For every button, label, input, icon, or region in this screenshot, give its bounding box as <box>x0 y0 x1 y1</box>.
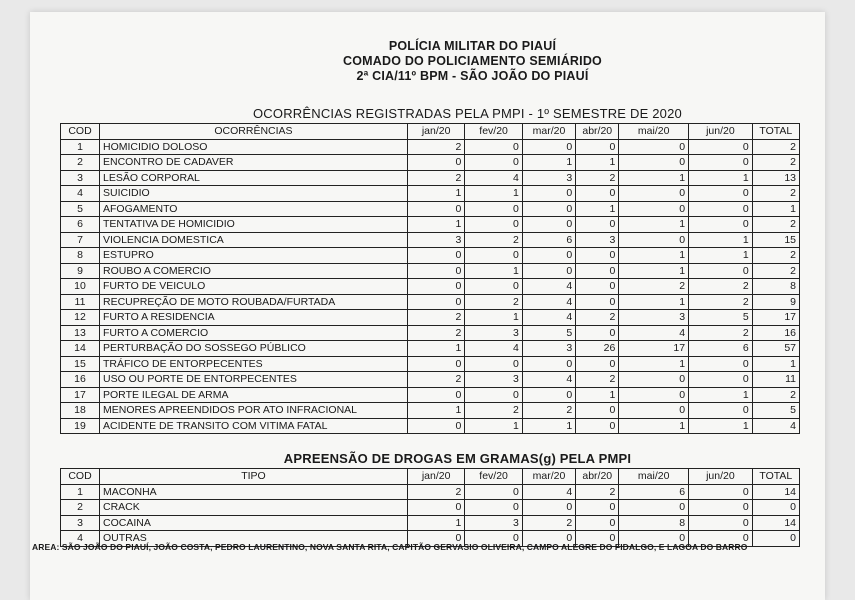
row-label: USO OU PORTE DE ENTORPECENTES <box>100 372 408 388</box>
month-value: 1 <box>465 310 522 326</box>
month-value: 4 <box>465 341 522 357</box>
month-value: 1 <box>619 418 689 434</box>
table-row <box>61 217 800 233</box>
month-value: 0 <box>407 248 464 264</box>
document-header <box>30 39 825 84</box>
month-value: 2 <box>407 484 464 500</box>
month-value: 0 <box>522 248 575 264</box>
month-value: 17 <box>619 341 689 357</box>
table-row <box>61 201 800 217</box>
row-label: ROUBO A COMERCIO <box>100 263 408 279</box>
month-value: 0 <box>522 217 575 233</box>
month-value: 3 <box>407 232 464 248</box>
row-label: FURTO DE VEICULO <box>100 279 408 295</box>
month-value: 0 <box>522 500 575 516</box>
row-code: 7 <box>61 232 100 248</box>
row-label: TENTATIVA DE HOMICIDIO <box>100 217 408 233</box>
table-row <box>61 232 800 248</box>
column-header: COD <box>61 124 100 140</box>
row-label: MENORES APREENDIDOS POR ATO INFRACIONAL <box>100 403 408 419</box>
month-value: 0 <box>689 372 753 388</box>
month-value: 3 <box>576 232 619 248</box>
row-total: 1 <box>752 201 799 217</box>
row-code: 13 <box>61 325 100 341</box>
month-value: 2 <box>576 372 619 388</box>
table-row <box>61 515 800 531</box>
row-total: 17 <box>752 310 799 326</box>
row-code: 2 <box>61 500 100 516</box>
column-header: TOTAL <box>752 469 799 485</box>
month-value: 0 <box>576 217 619 233</box>
row-total: 2 <box>752 139 799 155</box>
row-total: 14 <box>752 484 799 500</box>
month-value: 2 <box>407 170 464 186</box>
month-value: 0 <box>407 531 464 547</box>
row-total: 57 <box>752 341 799 357</box>
month-value: 0 <box>407 201 464 217</box>
month-value: 0 <box>465 387 522 403</box>
month-value: 0 <box>576 139 619 155</box>
column-header: TOTAL <box>752 124 799 140</box>
month-value: 0 <box>576 186 619 202</box>
row-label: SUICIDIO <box>100 186 408 202</box>
row-code: 16 <box>61 372 100 388</box>
month-value: 1 <box>619 217 689 233</box>
row-code: 9 <box>61 263 100 279</box>
month-value: 0 <box>689 139 753 155</box>
drugs-table <box>60 468 800 547</box>
table-row <box>61 325 800 341</box>
row-label: TRÁFICO DE ENTORPECENTES <box>100 356 408 372</box>
month-value: 2 <box>465 232 522 248</box>
month-value: 0 <box>619 531 689 547</box>
table-row <box>61 279 800 295</box>
row-code: 1 <box>61 139 100 155</box>
month-value: 0 <box>576 325 619 341</box>
month-value: 3 <box>522 170 575 186</box>
row-label: LESÃO CORPORAL <box>100 170 408 186</box>
month-value: 1 <box>689 232 753 248</box>
month-value: 4 <box>522 310 575 326</box>
month-value: 0 <box>465 356 522 372</box>
month-value: 0 <box>619 139 689 155</box>
row-code: 1 <box>61 484 100 500</box>
month-value: 2 <box>522 403 575 419</box>
month-value: 2 <box>689 279 753 295</box>
row-total: 5 <box>752 403 799 419</box>
month-value: 4 <box>522 484 575 500</box>
month-value: 5 <box>689 310 753 326</box>
header-line-1: POLÍCIA MILITAR DO PIAUÍ <box>388 39 557 53</box>
month-value: 0 <box>619 155 689 171</box>
month-value: 0 <box>522 356 575 372</box>
month-value: 0 <box>689 515 753 531</box>
month-value: 26 <box>576 341 619 357</box>
month-value: 2 <box>619 279 689 295</box>
column-header: jan/20 <box>407 469 464 485</box>
month-value: 0 <box>407 279 464 295</box>
month-value: 1 <box>465 418 522 434</box>
occurrences-table-header <box>61 124 800 140</box>
column-header: fev/20 <box>465 469 522 485</box>
month-value: 6 <box>619 484 689 500</box>
month-value: 4 <box>619 325 689 341</box>
month-value: 0 <box>407 294 464 310</box>
month-value: 0 <box>465 155 522 171</box>
column-header: mar/20 <box>522 469 575 485</box>
column-header: jun/20 <box>689 124 753 140</box>
row-total: 2 <box>752 155 799 171</box>
month-value: 3 <box>465 372 522 388</box>
month-value: 1 <box>619 294 689 310</box>
month-value: 3 <box>522 341 575 357</box>
row-label: AFOGAMENTO <box>100 201 408 217</box>
row-code: 3 <box>61 170 100 186</box>
month-value: 0 <box>407 263 464 279</box>
month-value: 2 <box>689 325 753 341</box>
month-value: 0 <box>576 294 619 310</box>
row-code: 6 <box>61 217 100 233</box>
row-total: 16 <box>752 325 799 341</box>
column-header: COD <box>61 469 100 485</box>
month-value: 1 <box>407 186 464 202</box>
month-value: 4 <box>522 279 575 295</box>
month-value: 0 <box>522 387 575 403</box>
column-header: OCORRÊNCIAS <box>100 124 408 140</box>
month-value: 6 <box>522 232 575 248</box>
month-value: 0 <box>689 217 753 233</box>
area-footnote: AREA: SÃO JOÃO DO PIAUÍ, JOÃO COSTA, PEDRO LAURENTINO, NOVA SANTA RITA, CAPITÃO GERVASIO OLIVEIRA, CAMPO ALEGRE DO FIDALGO, E LAGOA DO BARRO <box>32 542 748 552</box>
row-label: ENCONTRO DE CADAVER <box>100 155 408 171</box>
month-value: 2 <box>465 294 522 310</box>
month-value: 0 <box>619 372 689 388</box>
row-code: 4 <box>61 531 100 547</box>
month-value: 1 <box>619 170 689 186</box>
month-value: 0 <box>407 155 464 171</box>
occurrences-table-title: OCORRÊNCIAS REGISTRADAS PELA PMPI - 1º SEMESTRE DE 2020 <box>253 106 682 121</box>
header-line-2: COMADO DO POLICIAMENTO SEMIÁRIDO <box>343 54 602 68</box>
row-total: 2 <box>752 217 799 233</box>
month-value: 1 <box>689 418 753 434</box>
month-value: 0 <box>576 500 619 516</box>
table-row <box>61 248 800 264</box>
column-header: mai/20 <box>619 124 689 140</box>
row-total: 13 <box>752 170 799 186</box>
row-total: 2 <box>752 387 799 403</box>
row-code: 3 <box>61 515 100 531</box>
row-code: 8 <box>61 248 100 264</box>
month-value: 2 <box>576 170 619 186</box>
table-row <box>61 170 800 186</box>
table-row <box>61 263 800 279</box>
table-row <box>61 186 800 202</box>
month-value: 2 <box>576 310 619 326</box>
month-value: 0 <box>689 484 753 500</box>
row-label: FURTO A COMERCIO <box>100 325 408 341</box>
month-value: 3 <box>619 310 689 326</box>
month-value: 0 <box>576 279 619 295</box>
table-row <box>61 155 800 171</box>
month-value: 1 <box>407 515 464 531</box>
row-code: 5 <box>61 201 100 217</box>
table-row <box>61 356 800 372</box>
row-total: 2 <box>752 263 799 279</box>
row-total: 0 <box>752 500 799 516</box>
row-label: PORTE ILEGAL DE ARMA <box>100 387 408 403</box>
month-value: 0 <box>576 515 619 531</box>
row-code: 12 <box>61 310 100 326</box>
row-total: 15 <box>752 232 799 248</box>
month-value: 0 <box>576 356 619 372</box>
row-total: 8 <box>752 279 799 295</box>
month-value: 0 <box>619 403 689 419</box>
month-value: 0 <box>465 500 522 516</box>
month-value: 1 <box>576 155 619 171</box>
table-row <box>61 310 800 326</box>
month-value: 0 <box>522 263 575 279</box>
column-header: jan/20 <box>407 124 464 140</box>
month-value: 5 <box>522 325 575 341</box>
month-value: 0 <box>689 403 753 419</box>
month-value: 0 <box>576 418 619 434</box>
document-page <box>30 12 825 600</box>
row-total: 2 <box>752 186 799 202</box>
month-value: 2 <box>407 325 464 341</box>
month-value: 0 <box>465 531 522 547</box>
month-value: 2 <box>465 403 522 419</box>
column-header: fev/20 <box>465 124 522 140</box>
column-header: mai/20 <box>619 469 689 485</box>
row-total: 0 <box>752 531 799 547</box>
month-value: 1 <box>576 201 619 217</box>
month-value: 1 <box>576 387 619 403</box>
drugs-table-header <box>61 469 800 485</box>
row-label: RECUPREÇÃO DE MOTO ROUBADA/FURTADA <box>100 294 408 310</box>
row-label: VIOLENCIA DOMESTICA <box>100 232 408 248</box>
row-label: ESTUPRO <box>100 248 408 264</box>
row-label: COCAINA <box>100 515 408 531</box>
column-header: TIPO <box>100 469 408 485</box>
month-value: 1 <box>619 356 689 372</box>
month-value: 2 <box>407 310 464 326</box>
row-code: 17 <box>61 387 100 403</box>
month-value: 1 <box>407 341 464 357</box>
month-value: 0 <box>465 217 522 233</box>
month-value: 0 <box>576 263 619 279</box>
month-value: 0 <box>407 500 464 516</box>
row-label: HOMICIDIO DOLOSO <box>100 139 408 155</box>
month-value: 0 <box>522 531 575 547</box>
month-value: 0 <box>465 248 522 264</box>
row-code: 14 <box>61 341 100 357</box>
table-row <box>61 294 800 310</box>
column-header: jun/20 <box>689 469 753 485</box>
table-row <box>61 418 800 434</box>
row-label: FURTO A RESIDENCIA <box>100 310 408 326</box>
table-row <box>61 341 800 357</box>
table-row <box>61 387 800 403</box>
month-value: 0 <box>689 186 753 202</box>
table-row <box>61 403 800 419</box>
row-label: ACIDENTE DE TRANSITO COM VITIMA FATAL <box>100 418 408 434</box>
month-value: 1 <box>619 263 689 279</box>
row-code: 10 <box>61 279 100 295</box>
month-value: 4 <box>522 294 575 310</box>
month-value: 0 <box>576 248 619 264</box>
month-value: 0 <box>689 263 753 279</box>
month-value: 0 <box>465 201 522 217</box>
month-value: 1 <box>465 186 522 202</box>
row-code: 15 <box>61 356 100 372</box>
month-value: 1 <box>522 155 575 171</box>
month-value: 2 <box>522 515 575 531</box>
month-value: 0 <box>689 155 753 171</box>
row-code: 2 <box>61 155 100 171</box>
row-total: 14 <box>752 515 799 531</box>
drugs-table-title: APREENSÃO DE DROGAS EM GRAMAS(g) PELA PMPI <box>283 451 632 466</box>
month-value: 0 <box>407 418 464 434</box>
row-label: CRACK <box>100 500 408 516</box>
month-value: 4 <box>522 372 575 388</box>
month-value: 1 <box>689 248 753 264</box>
row-label: PERTURBAÇÃO DO SOSSEGO PÚBLICO <box>100 341 408 357</box>
month-value: 0 <box>619 186 689 202</box>
month-value: 2 <box>689 294 753 310</box>
month-value: 2 <box>576 484 619 500</box>
month-value: 1 <box>689 170 753 186</box>
month-value: 1 <box>689 387 753 403</box>
month-value: 0 <box>619 201 689 217</box>
month-value: 0 <box>689 201 753 217</box>
month-value: 0 <box>619 500 689 516</box>
row-code: 4 <box>61 186 100 202</box>
header-line-3: 2ª CIA/11º BPM - SÃO JOÃO DO PIAUÍ <box>356 69 589 83</box>
column-header: abr/20 <box>576 469 619 485</box>
table-row <box>61 372 800 388</box>
row-total: 1 <box>752 356 799 372</box>
row-label: OUTRAS <box>100 531 408 547</box>
month-value: 8 <box>619 515 689 531</box>
month-value: 0 <box>619 387 689 403</box>
month-value: 6 <box>689 341 753 357</box>
month-value: 0 <box>465 139 522 155</box>
row-label: MACONHA <box>100 484 408 500</box>
month-value: 0 <box>576 403 619 419</box>
table-row <box>61 139 800 155</box>
row-total: 2 <box>752 248 799 264</box>
month-value: 0 <box>522 186 575 202</box>
month-value: 0 <box>465 279 522 295</box>
month-value: 1 <box>407 217 464 233</box>
month-value: 1 <box>407 403 464 419</box>
month-value: 0 <box>689 500 753 516</box>
month-value: 0 <box>619 232 689 248</box>
occurrences-table <box>60 123 800 434</box>
month-value: 0 <box>407 387 464 403</box>
column-header: abr/20 <box>576 124 619 140</box>
month-value: 2 <box>407 372 464 388</box>
month-value: 3 <box>465 325 522 341</box>
column-header: mar/20 <box>522 124 575 140</box>
month-value: 1 <box>619 248 689 264</box>
month-value: 2 <box>407 139 464 155</box>
month-value: 0 <box>689 531 753 547</box>
month-value: 4 <box>465 170 522 186</box>
month-value: 1 <box>522 418 575 434</box>
month-value: 0 <box>689 356 753 372</box>
row-total: 4 <box>752 418 799 434</box>
row-code: 19 <box>61 418 100 434</box>
month-value: 1 <box>465 263 522 279</box>
row-total: 11 <box>752 372 799 388</box>
month-value: 0 <box>522 201 575 217</box>
month-value: 0 <box>407 356 464 372</box>
row-code: 11 <box>61 294 100 310</box>
month-value: 0 <box>576 531 619 547</box>
table-row <box>61 500 800 516</box>
month-value: 0 <box>522 139 575 155</box>
row-code: 18 <box>61 403 100 419</box>
table-row <box>61 484 800 500</box>
month-value: 3 <box>465 515 522 531</box>
row-total: 9 <box>752 294 799 310</box>
month-value: 0 <box>465 484 522 500</box>
